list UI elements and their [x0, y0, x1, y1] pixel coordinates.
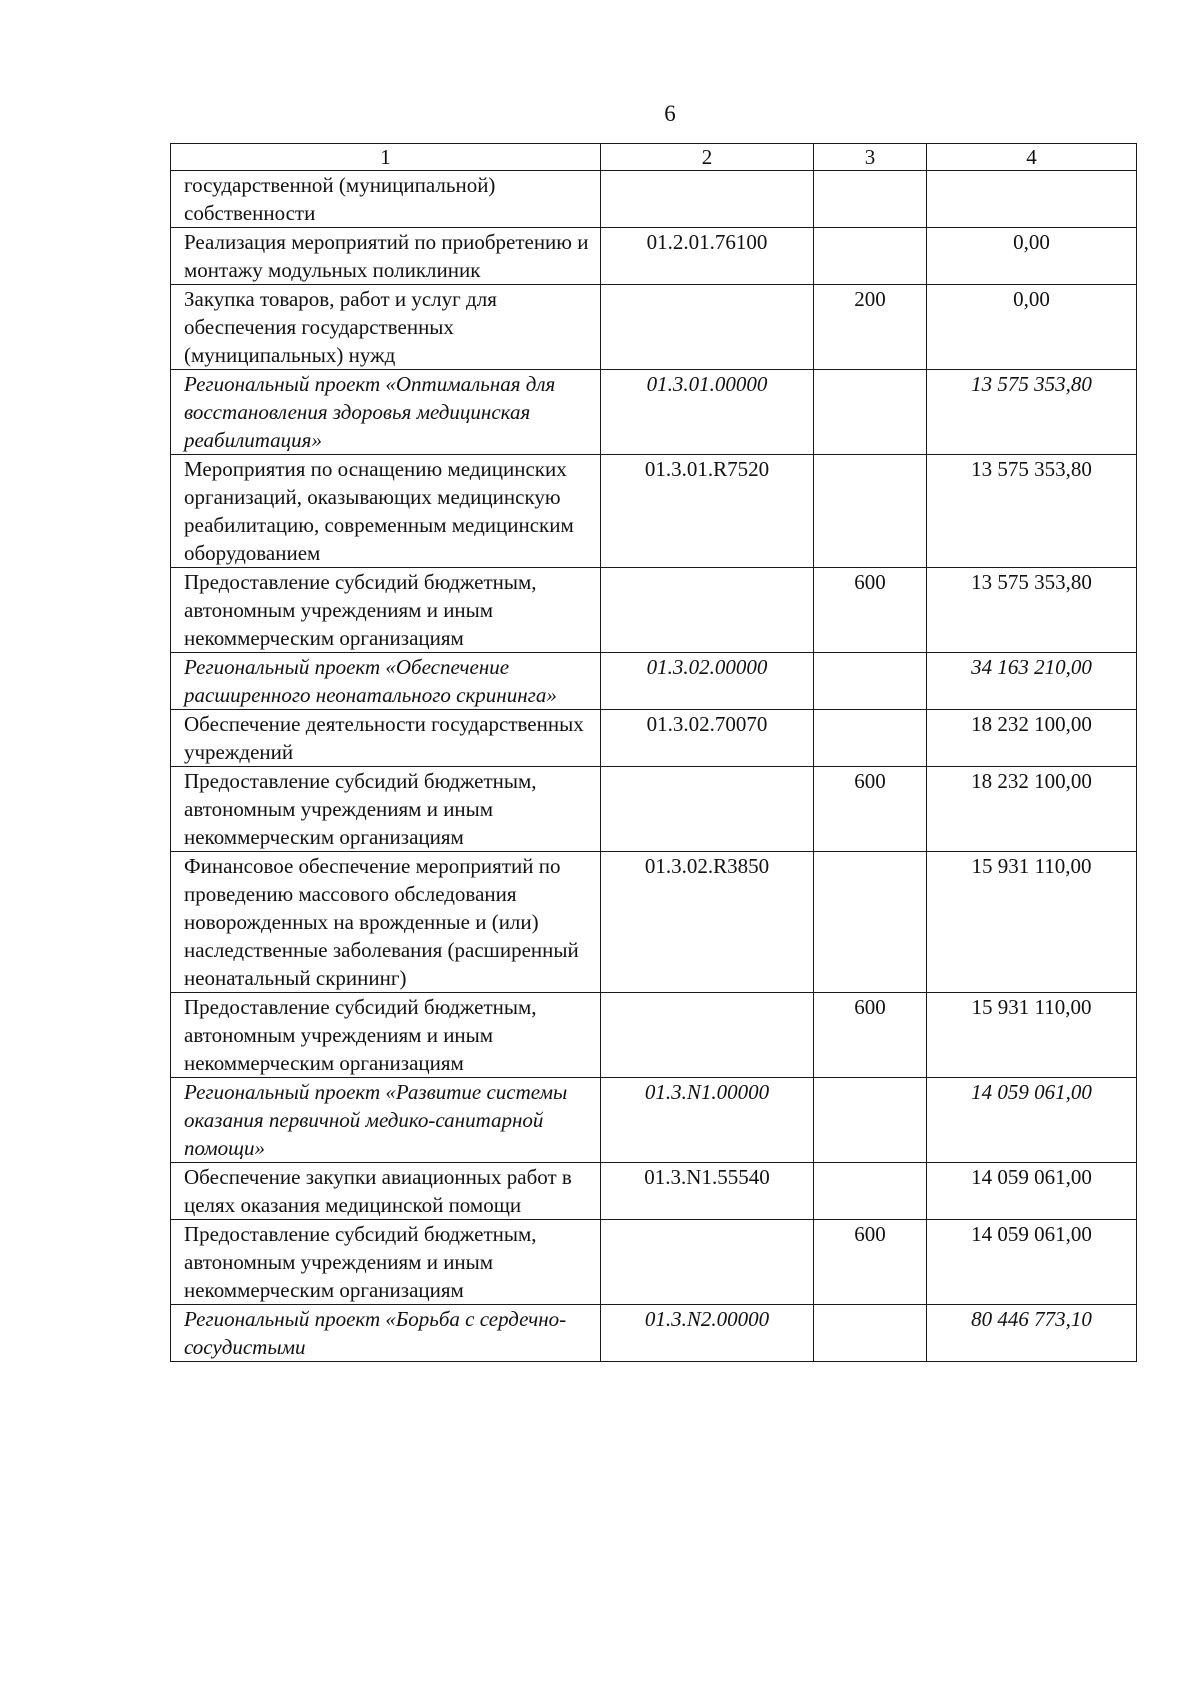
row-type-cell: 200: [814, 285, 927, 370]
page-number: 6: [664, 101, 676, 126]
row-type-cell: [814, 710, 927, 767]
row-type-cell: [814, 455, 927, 568]
row-type-cell: 600: [814, 767, 927, 852]
row-amount-cell: 80 446 773,10: [927, 1305, 1137, 1362]
row-amount-cell: 15 931 110,00: [927, 993, 1137, 1078]
column-header-4: 4: [927, 144, 1137, 171]
row-amount-cell: 34 163 210,00: [927, 653, 1137, 710]
row-amount-cell: 13 575 353,80: [927, 455, 1137, 568]
row-name-cell: Предоставление субсидий бюджетным, автономным учреждениям и иным некоммерческим организациям: [171, 767, 601, 852]
table-row: [171, 370, 1137, 455]
row-code-cell: 01.3.N1.55540: [601, 1163, 814, 1220]
row-amount-cell: 14 059 061,00: [927, 1163, 1137, 1220]
row-amount-cell: 14 059 061,00: [927, 1220, 1137, 1305]
row-name-cell: Реализация мероприятий по приобретению и монтажу модульных поликлиник: [171, 228, 601, 285]
table-row: [171, 852, 1137, 993]
row-type-cell: [814, 171, 927, 228]
table-row: [171, 653, 1137, 710]
table-row: [171, 285, 1137, 370]
row-code-cell: 01.3.N2.00000: [601, 1305, 814, 1362]
row-code-cell: 01.2.01.76100: [601, 228, 814, 285]
row-type-cell: [814, 653, 927, 710]
row-type-cell: [814, 228, 927, 285]
row-type-cell: [814, 1305, 927, 1362]
row-code-cell: 01.3.02.70070: [601, 710, 814, 767]
row-code-cell: [601, 568, 814, 653]
row-amount-cell: 13 575 353,80: [927, 370, 1137, 455]
table-row: [171, 1078, 1137, 1163]
column-header-2: 2: [601, 144, 814, 171]
row-name-cell: Финансовое обеспечение мероприятий по проведению массового обследования новорожденных на врожденные и (или) наследственные заболевания (расширенный неонатальный скрининг): [171, 852, 601, 993]
table-body: [171, 171, 1137, 1362]
row-name-cell: Закупка товаров, работ и услуг для обеспечения государственных (муниципальных) нужд: [171, 285, 601, 370]
table-row: [171, 455, 1137, 568]
row-amount-cell: 0,00: [927, 228, 1137, 285]
row-type-cell: [814, 1078, 927, 1163]
table-header-row: [171, 144, 1137, 171]
row-code-cell: 01.3.01.00000: [601, 370, 814, 455]
table-row: [171, 228, 1137, 285]
row-amount-cell: 0,00: [927, 285, 1137, 370]
row-amount-cell: 15 931 110,00: [927, 852, 1137, 993]
table-row: [171, 1220, 1137, 1305]
row-type-cell: [814, 852, 927, 993]
row-code-cell: [601, 993, 814, 1078]
row-name-cell: Предоставление субсидий бюджетным, автономным учреждениям и иным некоммерческим организациям: [171, 993, 601, 1078]
row-type-cell: 600: [814, 568, 927, 653]
row-amount-cell: 13 575 353,80: [927, 568, 1137, 653]
row-amount-cell: 18 232 100,00: [927, 767, 1137, 852]
row-code-cell: 01.3.N1.00000: [601, 1078, 814, 1163]
budget-table: [170, 143, 1137, 1362]
table-row: [171, 710, 1137, 767]
table-row: [171, 993, 1137, 1078]
row-name-cell: Региональный проект «Развитие системы оказания первичной медико-санитарной помощи»: [171, 1078, 601, 1163]
row-type-cell: [814, 1163, 927, 1220]
row-type-cell: 600: [814, 1220, 927, 1305]
row-name-cell: Мероприятия по оснащению медицинских организаций, оказывающих медицинскую реабилитацию, современным медицинским оборудованием: [171, 455, 601, 568]
row-code-cell: [601, 171, 814, 228]
row-code-cell: 01.3.02.00000: [601, 653, 814, 710]
row-name-cell: Обеспечение закупки авиационных работ в целях оказания медицинской помощи: [171, 1163, 601, 1220]
table-row: [171, 171, 1137, 228]
row-code-cell: 01.3.01.R7520: [601, 455, 814, 568]
column-header-3: 3: [814, 144, 927, 171]
row-code-cell: [601, 1220, 814, 1305]
table-row: [171, 1305, 1137, 1362]
table-row: [171, 1163, 1137, 1220]
table-row: [171, 767, 1137, 852]
row-name-cell: государственной (муниципальной) собственности: [171, 171, 601, 228]
column-header-1: 1: [171, 144, 601, 171]
row-type-cell: 600: [814, 993, 927, 1078]
row-amount-cell: [927, 171, 1137, 228]
row-code-cell: [601, 285, 814, 370]
row-amount-cell: 14 059 061,00: [927, 1078, 1137, 1163]
row-name-cell: Предоставление субсидий бюджетным, автономным учреждениям и иным некоммерческим организациям: [171, 568, 601, 653]
row-name-cell: Региональный проект «Оптимальная для восстановления здоровья медицинская реабилитация»: [171, 370, 601, 455]
row-code-cell: [601, 767, 814, 852]
row-type-cell: [814, 370, 927, 455]
row-amount-cell: 18 232 100,00: [927, 710, 1137, 767]
row-name-cell: Региональный проект «Борьба с сердечно-сосудистыми: [171, 1305, 601, 1362]
table-row: [171, 568, 1137, 653]
row-code-cell: 01.3.02.R3850: [601, 852, 814, 993]
row-name-cell: Региональный проект «Обеспечение расширенного неонатального скрининга»: [171, 653, 601, 710]
row-name-cell: Предоставление субсидий бюджетным, автономным учреждениям и иным некоммерческим организациям: [171, 1220, 601, 1305]
row-name-cell: Обеспечение деятельности государственных учреждений: [171, 710, 601, 767]
